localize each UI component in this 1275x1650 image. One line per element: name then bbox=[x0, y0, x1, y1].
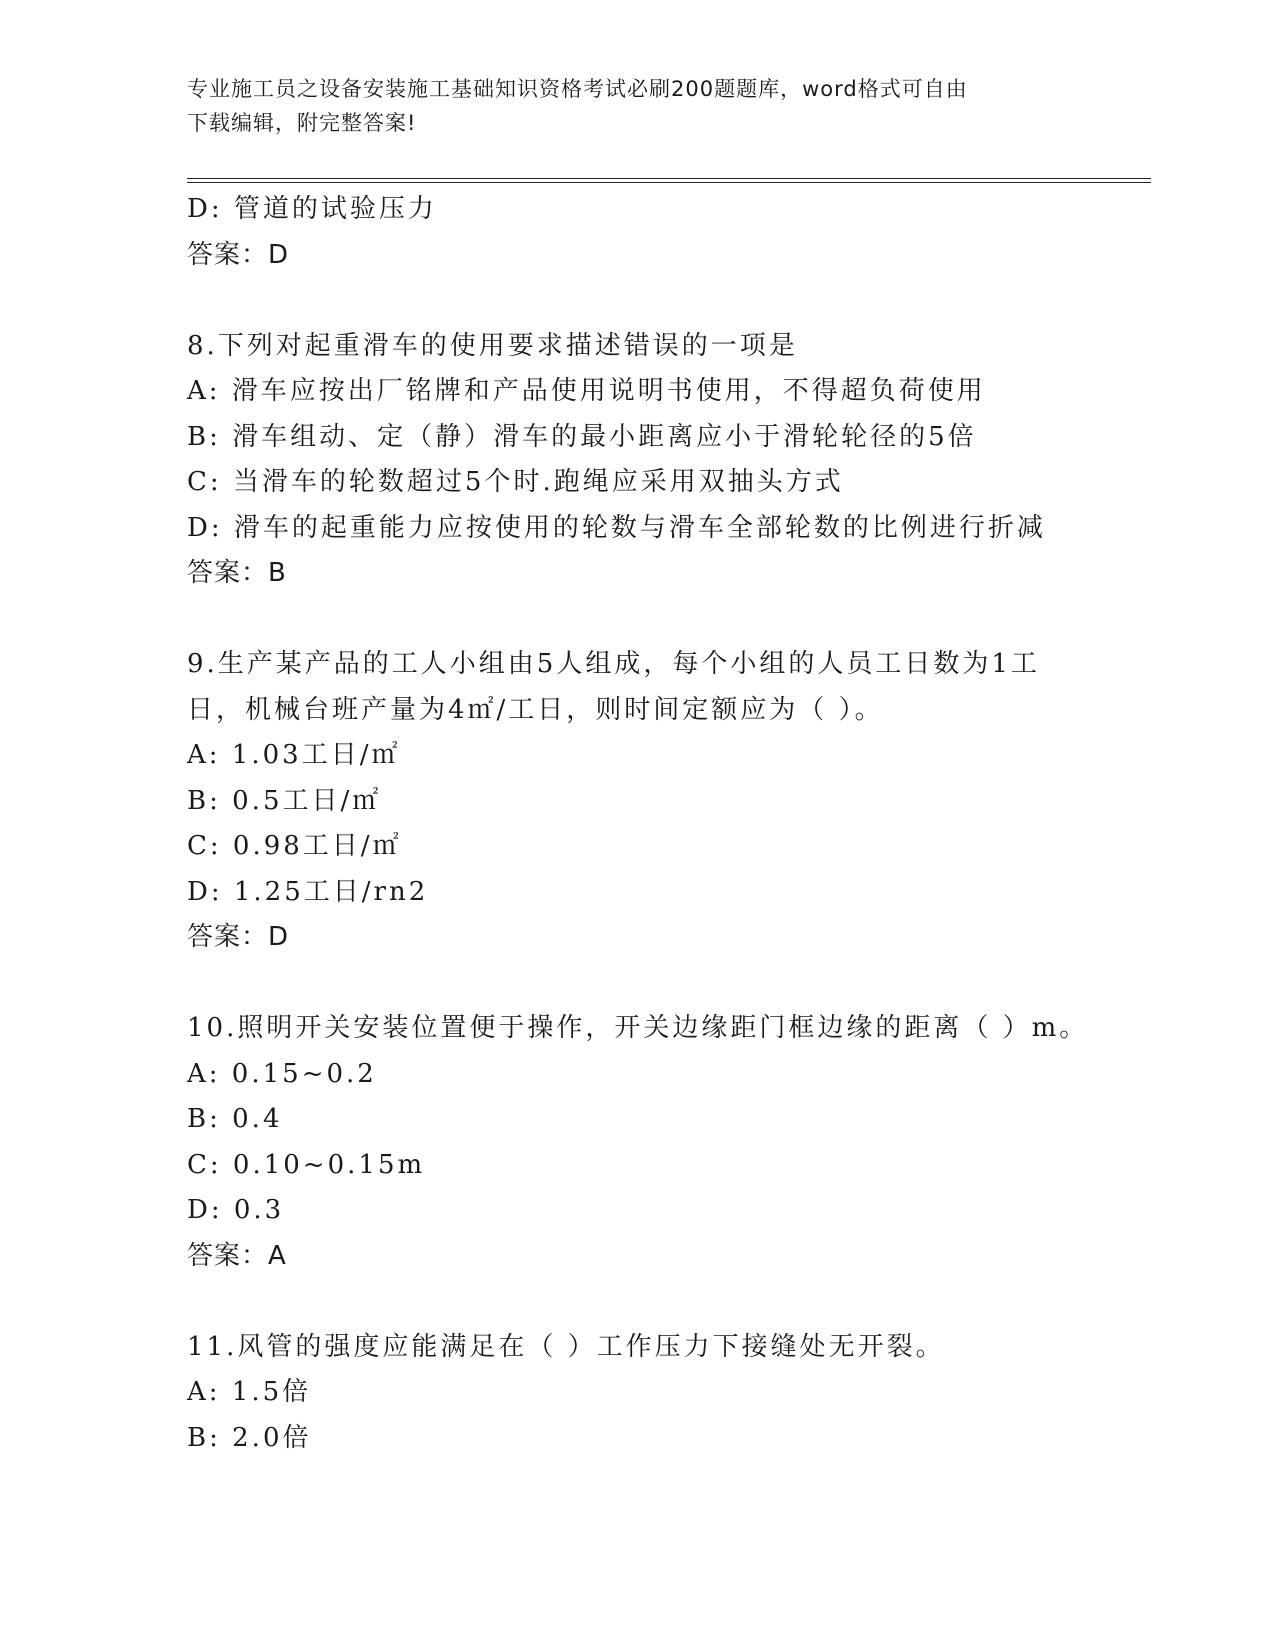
option-a: A: 滑车应按出厂铭牌和产品使用说明书使用，不得超负荷使用 bbox=[187, 376, 986, 406]
header-rule-top bbox=[187, 178, 1151, 179]
question-9 bbox=[187, 642, 1117, 961]
spacer bbox=[187, 1279, 1117, 1325]
question-stem: 8.下列对起重滑车的使用要求描述错误的一项是 bbox=[187, 330, 798, 361]
spacer bbox=[187, 278, 1117, 324]
question-8 bbox=[187, 324, 1117, 597]
question-stem: 11.风管的强度应能满足在（ ）工作压力下接缝处无开裂。 bbox=[187, 1331, 945, 1362]
option-a: A: 1.03工日/㎡ bbox=[187, 740, 401, 770]
option-a: A: 1.5倍 bbox=[187, 1377, 312, 1407]
option-b: B: 0.5工日/㎡ bbox=[187, 785, 382, 816]
option-b: B: 滑车组动、定（静）滑车的最小距离应小于滑轮轮径的5倍 bbox=[187, 421, 977, 452]
answer: 答案：D bbox=[187, 922, 290, 952]
header-rule-bottom bbox=[187, 182, 1151, 183]
question-stem-line-1: 9.生产某产品的工人小组由5人组成，每个小组的人员工日数为1工 bbox=[187, 649, 1040, 679]
option-d: D: 1.25工日/rn2 bbox=[187, 876, 429, 907]
option-a: A: 0.15~0.2 bbox=[187, 1058, 377, 1089]
option-d: D: 滑车的起重能力应按使用的轮数与滑车全部轮数的比例进行折减 bbox=[187, 512, 1046, 543]
option-d: D: 管道的试验压力 bbox=[187, 194, 437, 224]
option-b: B: 0.4 bbox=[187, 1104, 283, 1134]
option-c: C: 当滑车的轮数超过5个时.跑绳应采用双抽头方式 bbox=[187, 467, 844, 497]
document-header bbox=[187, 72, 1067, 140]
answer: 答案：A bbox=[187, 1240, 287, 1271]
answer: 答案：B bbox=[187, 558, 287, 588]
option-c: C: 0.98工日/㎡ bbox=[187, 831, 402, 861]
option-b: B: 2.0倍 bbox=[187, 1422, 312, 1453]
question-7-tail bbox=[187, 187, 1117, 278]
question-stem-line-2: 日，机械台班产量为4㎡/工日，则时间定额应为（ ）。 bbox=[187, 694, 884, 725]
answer: 答案：D bbox=[187, 239, 290, 270]
option-c: C: 0.10~0.15m bbox=[187, 1149, 426, 1180]
question-10 bbox=[187, 1006, 1117, 1279]
spacer bbox=[187, 961, 1117, 1007]
question-11 bbox=[187, 1325, 1117, 1462]
header-line-1: 专业施工员之设备安装施工基础知识资格考试必刷200题题库，word格式可自由 bbox=[187, 77, 968, 101]
header-line-2: 下载编辑，附完整答案! bbox=[187, 111, 417, 135]
question-content bbox=[187, 187, 1117, 1461]
question-stem: 10.照明开关安装位置便于操作，开关边缘距门框边缘的距离（ ）m。 bbox=[187, 1013, 1089, 1043]
spacer bbox=[187, 597, 1117, 643]
option-d: D: 0.3 bbox=[187, 1195, 285, 1225]
